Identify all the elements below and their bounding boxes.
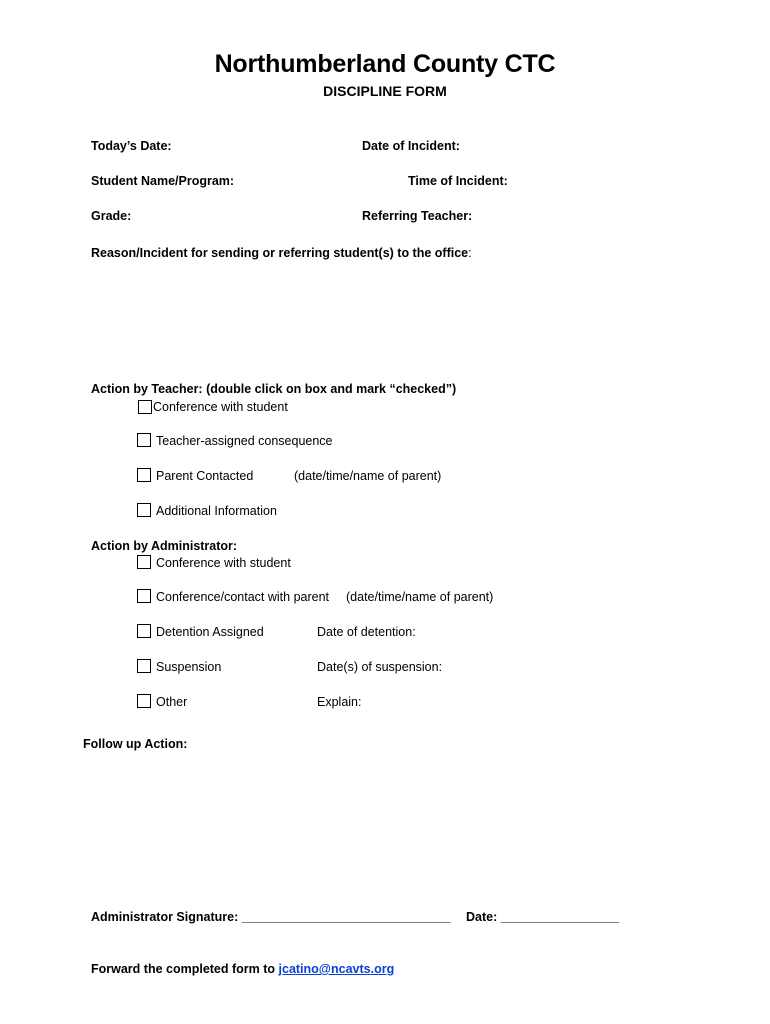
admin-conference-checkbox[interactable] bbox=[137, 555, 151, 569]
parent-conference-hint: (date/time/name of parent) bbox=[346, 590, 494, 604]
suspension-dates-label: Date(s) of suspension: bbox=[317, 660, 443, 674]
email-link[interactable]: jcatino@ncavts.org bbox=[278, 962, 395, 976]
signature-date-line: Date: _________________ bbox=[466, 910, 619, 924]
time-of-incident-label: Time of Incident: bbox=[408, 174, 508, 188]
other-label: Other bbox=[156, 695, 188, 709]
other-checkbox[interactable] bbox=[137, 694, 151, 708]
forward-instruction bbox=[91, 962, 394, 976]
parent-contacted-hint: (date/time/name of parent) bbox=[294, 469, 442, 483]
teacher-consequence-label: Teacher-assigned consequence bbox=[156, 434, 333, 448]
form-subtitle: DISCIPLINE FORM bbox=[323, 83, 447, 99]
admin-signature-line: Administrator Signature: ______________________________ bbox=[91, 910, 451, 924]
grade-label: Grade: bbox=[91, 209, 132, 223]
parent-conference-label: Conference/contact with parent bbox=[156, 590, 330, 604]
detention-label: Detention Assigned bbox=[156, 625, 264, 639]
reason-text: Reason/Incident for sending or referring student(s) to the office bbox=[91, 246, 469, 260]
reason-colon: : bbox=[468, 246, 472, 260]
additional-info-checkbox[interactable] bbox=[137, 503, 151, 517]
parent-contacted-checkbox[interactable] bbox=[137, 468, 151, 482]
reason-label bbox=[91, 244, 472, 262]
teacher-consequence-checkbox[interactable] bbox=[137, 433, 151, 447]
teacher-conference-label: Conference with student bbox=[153, 400, 288, 414]
date-of-incident-label: Date of Incident: bbox=[362, 139, 460, 153]
suspension-checkbox[interactable] bbox=[137, 659, 151, 673]
other-explain-label: Explain: bbox=[317, 695, 362, 709]
admin-conference-label: Conference with student bbox=[156, 556, 291, 570]
teacher-conference-checkbox[interactable] bbox=[138, 400, 152, 414]
parent-conference-checkbox[interactable] bbox=[137, 589, 151, 603]
follow-up-label: Follow up Action: bbox=[83, 737, 188, 751]
additional-info-label: Additional Information bbox=[156, 504, 277, 518]
page-title: Northumberland County CTC bbox=[214, 50, 556, 78]
detention-checkbox[interactable] bbox=[137, 624, 151, 638]
teacher-actions-heading: Action by Teacher: (double click on box and mark “checked”) bbox=[91, 382, 457, 396]
admin-actions-heading: Action by Administrator: bbox=[91, 539, 238, 553]
suspension-label: Suspension bbox=[156, 660, 222, 674]
student-name-program-label: Student Name/Program: bbox=[91, 174, 235, 188]
forward-text: Forward the completed form to bbox=[91, 962, 279, 976]
referring-teacher-label: Referring Teacher: bbox=[362, 209, 473, 223]
detention-date-label: Date of detention: bbox=[317, 625, 416, 639]
parent-contacted-label: Parent Contacted bbox=[156, 469, 254, 483]
todays-date-label: Today’s Date: bbox=[91, 139, 172, 153]
